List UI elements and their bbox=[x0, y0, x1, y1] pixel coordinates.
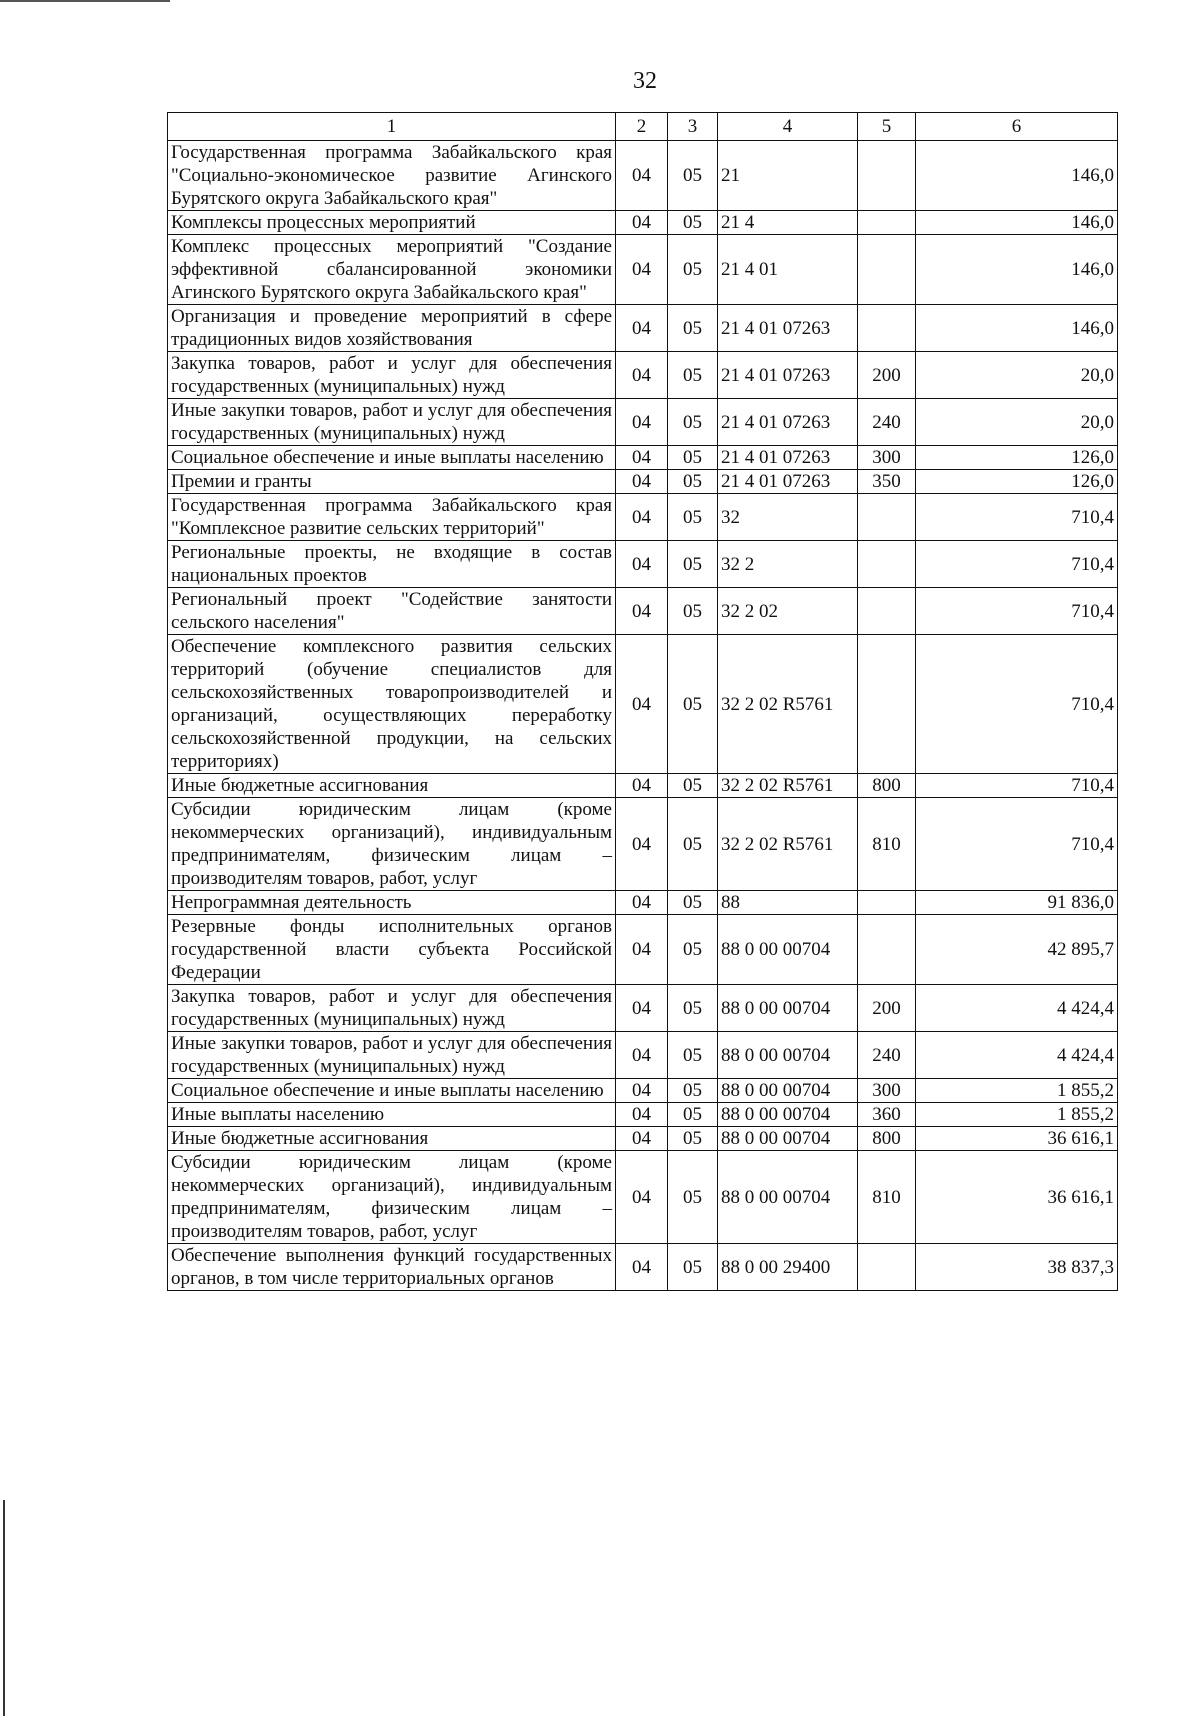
column-header: 4 bbox=[718, 113, 858, 141]
row-amount-cell: 146,0 bbox=[916, 305, 1118, 352]
row-amount-cell: 91 836,0 bbox=[916, 891, 1118, 915]
row-subsection-cell: 05 bbox=[668, 915, 718, 985]
column-header: 1 bbox=[168, 113, 616, 141]
table-row bbox=[168, 1244, 1118, 1291]
row-subsection-cell: 05 bbox=[668, 798, 718, 891]
row-name-cell: Закупка товаров, работ и услуг для обеспечения государственных (муниципальных) нужд bbox=[168, 985, 616, 1032]
row-section-cell: 04 bbox=[616, 494, 668, 541]
table-row bbox=[168, 1032, 1118, 1079]
row-amount-cell: 36 616,1 bbox=[916, 1151, 1118, 1244]
row-name-cell: Социальное обеспечение и иные выплаты населению bbox=[168, 1079, 616, 1103]
row-subsection-cell: 05 bbox=[668, 235, 718, 305]
row-amount-cell: 710,4 bbox=[916, 798, 1118, 891]
row-target-article-cell: 88 0 00 00704 bbox=[718, 1103, 858, 1127]
row-section-cell: 04 bbox=[616, 588, 668, 635]
row-section-cell: 04 bbox=[616, 541, 668, 588]
row-section-cell: 04 bbox=[616, 891, 668, 915]
row-subsection-cell: 05 bbox=[668, 352, 718, 399]
row-expense-type-cell bbox=[858, 1244, 916, 1291]
row-target-article-cell: 32 2 02 R5761 bbox=[718, 774, 858, 798]
row-amount-cell: 36 616,1 bbox=[916, 1127, 1118, 1151]
row-name-cell: Государственная программа Забайкальского края "Комплексное развитие сельских территорий" bbox=[168, 494, 616, 541]
row-section-cell: 04 bbox=[616, 399, 668, 446]
scan-edge-top bbox=[0, 0, 170, 2]
row-target-article-cell: 21 4 bbox=[718, 211, 858, 235]
row-amount-cell: 4 424,4 bbox=[916, 1032, 1118, 1079]
row-subsection-cell: 05 bbox=[668, 1079, 718, 1103]
table-row bbox=[168, 211, 1118, 235]
row-subsection-cell: 05 bbox=[668, 774, 718, 798]
table-row bbox=[168, 494, 1118, 541]
row-name-cell: Премии и гранты bbox=[168, 470, 616, 494]
row-name-cell: Комплекс процессных мероприятий "Создание эффективной сбалансированной экономики Агинского Бурятского округа Забайкальского края" bbox=[168, 235, 616, 305]
row-subsection-cell: 05 bbox=[668, 541, 718, 588]
row-section-cell: 04 bbox=[616, 1079, 668, 1103]
row-amount-cell: 146,0 bbox=[916, 211, 1118, 235]
table-row bbox=[168, 541, 1118, 588]
row-expense-type-cell: 240 bbox=[858, 1032, 916, 1079]
column-header: 6 bbox=[916, 113, 1118, 141]
row-section-cell: 04 bbox=[616, 1032, 668, 1079]
row-section-cell: 04 bbox=[616, 352, 668, 399]
row-subsection-cell: 05 bbox=[668, 1103, 718, 1127]
row-target-article-cell: 21 4 01 07263 bbox=[718, 352, 858, 399]
row-name-cell: Комплексы процессных мероприятий bbox=[168, 211, 616, 235]
row-target-article-cell: 88 0 00 00704 bbox=[718, 985, 858, 1032]
row-target-article-cell: 88 0 00 00704 bbox=[718, 1079, 858, 1103]
row-subsection-cell: 05 bbox=[668, 1151, 718, 1244]
row-name-cell: Обеспечение выполнения функций государственных органов, в том числе территориальных органов bbox=[168, 1244, 616, 1291]
row-amount-cell: 4 424,4 bbox=[916, 985, 1118, 1032]
row-section-cell: 04 bbox=[616, 915, 668, 985]
row-target-article-cell: 21 4 01 07263 bbox=[718, 305, 858, 352]
row-section-cell: 04 bbox=[616, 1103, 668, 1127]
row-expense-type-cell bbox=[858, 141, 916, 211]
row-subsection-cell: 05 bbox=[668, 891, 718, 915]
row-name-cell: Региональные проекты, не входящие в состав национальных проектов bbox=[168, 541, 616, 588]
row-name-cell: Иные бюджетные ассигнования bbox=[168, 1127, 616, 1151]
row-amount-cell: 38 837,3 bbox=[916, 1244, 1118, 1291]
table-row bbox=[168, 141, 1118, 211]
table-row bbox=[168, 399, 1118, 446]
row-amount-cell: 710,4 bbox=[916, 774, 1118, 798]
row-amount-cell: 710,4 bbox=[916, 588, 1118, 635]
row-section-cell: 04 bbox=[616, 235, 668, 305]
row-name-cell: Обеспечение комплексного развития сельских территорий (обучение специалистов для сельскохозяйственных товаропроизводителей и организаций, осуществляющих переработку сельскохозяйственной продукции, на сельских территориях) bbox=[168, 635, 616, 774]
row-section-cell: 04 bbox=[616, 470, 668, 494]
row-expense-type-cell bbox=[858, 915, 916, 985]
row-name-cell: Резервные фонды исполнительных органов государственной власти субъекта Российской Федерации bbox=[168, 915, 616, 985]
table-row bbox=[168, 470, 1118, 494]
row-target-article-cell: 32 2 02 R5761 bbox=[718, 798, 858, 891]
table-row bbox=[168, 985, 1118, 1032]
row-amount-cell: 710,4 bbox=[916, 635, 1118, 774]
row-name-cell: Государственная программа Забайкальского края "Социально-экономическое развитие Агинского Бурятского округа Забайкальского края" bbox=[168, 141, 616, 211]
row-expense-type-cell: 300 bbox=[858, 1079, 916, 1103]
row-name-cell: Социальное обеспечение и иные выплаты населению bbox=[168, 446, 616, 470]
row-name-cell: Иные закупки товаров, работ и услуг для обеспечения государственных (муниципальных) нужд bbox=[168, 399, 616, 446]
row-amount-cell: 20,0 bbox=[916, 399, 1118, 446]
table-row bbox=[168, 635, 1118, 774]
row-expense-type-cell bbox=[858, 211, 916, 235]
table-row bbox=[168, 774, 1118, 798]
row-subsection-cell: 05 bbox=[668, 446, 718, 470]
row-expense-type-cell bbox=[858, 541, 916, 588]
row-amount-cell: 710,4 bbox=[916, 541, 1118, 588]
column-header: 5 bbox=[858, 113, 916, 141]
row-amount-cell: 1 855,2 bbox=[916, 1079, 1118, 1103]
row-section-cell: 04 bbox=[616, 446, 668, 470]
row-amount-cell: 146,0 bbox=[916, 141, 1118, 211]
row-name-cell: Иные бюджетные ассигнования bbox=[168, 774, 616, 798]
row-section-cell: 04 bbox=[616, 635, 668, 774]
row-expense-type-cell bbox=[858, 305, 916, 352]
row-amount-cell: 146,0 bbox=[916, 235, 1118, 305]
row-name-cell: Закупка товаров, работ и услуг для обеспечения государственных (муниципальных) нужд bbox=[168, 352, 616, 399]
row-subsection-cell: 05 bbox=[668, 1127, 718, 1151]
row-subsection-cell: 05 bbox=[668, 141, 718, 211]
row-target-article-cell: 88 0 00 00704 bbox=[718, 1127, 858, 1151]
row-amount-cell: 126,0 bbox=[916, 470, 1118, 494]
column-header: 2 bbox=[616, 113, 668, 141]
row-section-cell: 04 bbox=[616, 211, 668, 235]
row-name-cell: Непрограммная деятельность bbox=[168, 891, 616, 915]
row-subsection-cell: 05 bbox=[668, 1244, 718, 1291]
row-expense-type-cell: 300 bbox=[858, 446, 916, 470]
row-target-article-cell: 32 2 02 bbox=[718, 588, 858, 635]
row-expense-type-cell: 800 bbox=[858, 1127, 916, 1151]
row-expense-type-cell bbox=[858, 235, 916, 305]
row-section-cell: 04 bbox=[616, 141, 668, 211]
row-target-article-cell: 21 4 01 07263 bbox=[718, 470, 858, 494]
row-amount-cell: 1 855,2 bbox=[916, 1103, 1118, 1127]
table-row bbox=[168, 1103, 1118, 1127]
row-expense-type-cell bbox=[858, 891, 916, 915]
row-target-article-cell: 32 2 02 R5761 bbox=[718, 635, 858, 774]
row-amount-cell: 126,0 bbox=[916, 446, 1118, 470]
row-subsection-cell: 05 bbox=[668, 635, 718, 774]
row-subsection-cell: 05 bbox=[668, 305, 718, 352]
row-section-cell: 04 bbox=[616, 774, 668, 798]
row-target-article-cell: 88 0 00 29400 bbox=[718, 1244, 858, 1291]
row-amount-cell: 710,4 bbox=[916, 494, 1118, 541]
row-subsection-cell: 05 bbox=[668, 470, 718, 494]
row-name-cell: Иные закупки товаров, работ и услуг для обеспечения государственных (муниципальных) нужд bbox=[168, 1032, 616, 1079]
row-amount-cell: 42 895,7 bbox=[916, 915, 1118, 985]
row-target-article-cell: 88 0 00 00704 bbox=[718, 915, 858, 985]
row-target-article-cell: 88 0 00 00704 bbox=[718, 1151, 858, 1244]
row-name-cell: Организация и проведение мероприятий в сфере традиционных видов хозяйствования bbox=[168, 305, 616, 352]
row-target-article-cell: 21 4 01 07263 bbox=[718, 399, 858, 446]
table-header-row bbox=[168, 113, 1118, 141]
row-target-article-cell: 88 0 00 00704 bbox=[718, 1032, 858, 1079]
row-section-cell: 04 bbox=[616, 1127, 668, 1151]
row-target-article-cell: 32 2 bbox=[718, 541, 858, 588]
table-row bbox=[168, 352, 1118, 399]
table-row bbox=[168, 915, 1118, 985]
row-name-cell: Субсидии юридическим лицам (кроме некоммерческих организаций), индивидуальным предпринимателям, физическим лицам – производителям товаров, работ, услуг bbox=[168, 798, 616, 891]
column-header: 3 bbox=[668, 113, 718, 141]
table-row bbox=[168, 1079, 1118, 1103]
row-expense-type-cell: 810 bbox=[858, 798, 916, 891]
row-subsection-cell: 05 bbox=[668, 1032, 718, 1079]
table-row bbox=[168, 446, 1118, 470]
row-section-cell: 04 bbox=[616, 1244, 668, 1291]
scan-edge-left bbox=[3, 1500, 5, 1716]
row-target-article-cell: 32 bbox=[718, 494, 858, 541]
table-row bbox=[168, 588, 1118, 635]
row-subsection-cell: 05 bbox=[668, 985, 718, 1032]
table-row bbox=[168, 891, 1118, 915]
row-subsection-cell: 05 bbox=[668, 494, 718, 541]
row-expense-type-cell: 810 bbox=[858, 1151, 916, 1244]
row-name-cell: Субсидии юридическим лицам (кроме некоммерческих организаций), индивидуальным предпринимателям, физическим лицам – производителям товаров, работ, услуг bbox=[168, 1151, 616, 1244]
table-row bbox=[168, 1127, 1118, 1151]
row-expense-type-cell bbox=[858, 635, 916, 774]
row-target-article-cell: 88 bbox=[718, 891, 858, 915]
row-expense-type-cell: 200 bbox=[858, 985, 916, 1032]
row-amount-cell: 20,0 bbox=[916, 352, 1118, 399]
row-subsection-cell: 05 bbox=[668, 399, 718, 446]
row-expense-type-cell: 350 bbox=[858, 470, 916, 494]
row-subsection-cell: 05 bbox=[668, 588, 718, 635]
table-row bbox=[168, 305, 1118, 352]
budget-table bbox=[167, 112, 1118, 1291]
row-subsection-cell: 05 bbox=[668, 211, 718, 235]
row-expense-type-cell: 200 bbox=[858, 352, 916, 399]
row-section-cell: 04 bbox=[616, 985, 668, 1032]
row-target-article-cell: 21 bbox=[718, 141, 858, 211]
row-section-cell: 04 bbox=[616, 305, 668, 352]
row-expense-type-cell: 800 bbox=[858, 774, 916, 798]
row-expense-type-cell: 360 bbox=[858, 1103, 916, 1127]
row-name-cell: Иные выплаты населению bbox=[168, 1103, 616, 1127]
row-expense-type-cell bbox=[858, 494, 916, 541]
page-number: 32 bbox=[633, 68, 657, 94]
row-section-cell: 04 bbox=[616, 798, 668, 891]
row-name-cell: Региональный проект "Содействие занятости сельского населения" bbox=[168, 588, 616, 635]
row-expense-type-cell: 240 bbox=[858, 399, 916, 446]
table-row bbox=[168, 798, 1118, 891]
row-expense-type-cell bbox=[858, 588, 916, 635]
row-target-article-cell: 21 4 01 07263 bbox=[718, 446, 858, 470]
row-section-cell: 04 bbox=[616, 1151, 668, 1244]
table-row bbox=[168, 1151, 1118, 1244]
table-row bbox=[168, 235, 1118, 305]
row-target-article-cell: 21 4 01 bbox=[718, 235, 858, 305]
